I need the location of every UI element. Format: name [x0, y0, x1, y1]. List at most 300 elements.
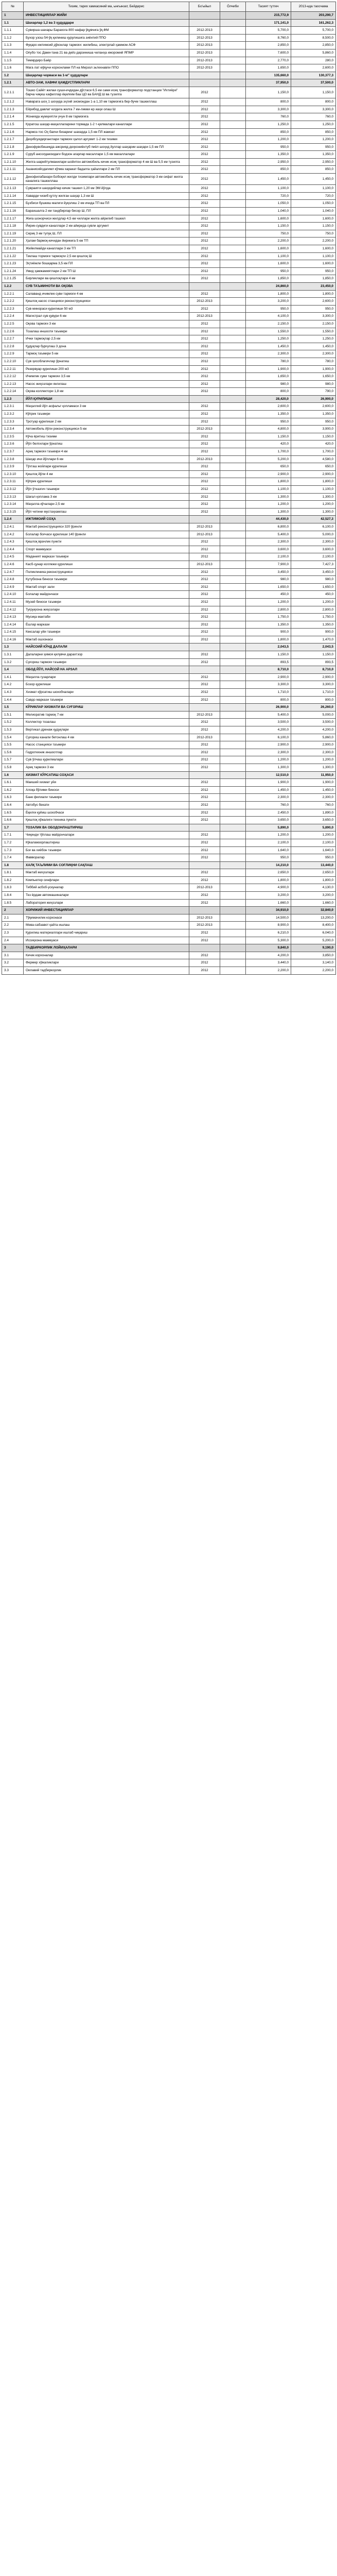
cell-number: 1.6.6	[2, 817, 24, 824]
cell-unit	[220, 143, 246, 151]
cell-forecast: 1,050,0	[291, 200, 336, 208]
cell-number: 1.2.1.5	[2, 121, 24, 128]
cell-number: 1.8.3	[2, 884, 24, 892]
cell-planned: 1,200,0	[246, 756, 291, 764]
cell-name: Савдо маркази таъмири	[24, 696, 189, 704]
cell-year: 2012	[189, 501, 220, 509]
cell-planned: 4,900,0	[246, 884, 291, 892]
cell-year: 2012	[189, 418, 220, 426]
cell-number: 1.2.1.3	[2, 106, 24, 113]
cell-unit	[220, 174, 246, 185]
cell-name: Денофилабахари Бобоқил жилди тизимлари автомобиль кичик исиқ трансформатор 3 км сифат жилга каналига ташкиллаш	[24, 174, 189, 185]
cell-year: 2012	[189, 230, 220, 238]
cell-year: 2012	[189, 403, 220, 411]
cell-number: 1.2.4.10	[2, 591, 24, 599]
cell-planned: 37,950,0	[246, 79, 291, 87]
cell-name: Тўхташ жойлари қурилиши	[24, 463, 189, 471]
cell-forecast: 1,300,0	[291, 764, 336, 771]
cell-name: Фуқаро ижтимоий дўконлар тармоғи: жилибиш, электрлай ҳаммом АСФ	[24, 42, 189, 49]
cell-unit	[220, 832, 246, 839]
cell-unit	[220, 260, 246, 268]
cell-unit	[220, 267, 246, 275]
cell-name: Ёқилғи қуйиш шохобчаси	[24, 809, 189, 817]
cell-unit	[220, 49, 246, 57]
cell-forecast: 5,700,0	[291, 27, 336, 35]
cell-forecast: 5,860,0	[291, 49, 336, 57]
cell-unit	[220, 411, 246, 418]
cell-year: 2012	[189, 113, 220, 121]
cell-name: Деҳибсуидирганглари тармоғи ҳалол аргумит 1-2 км тизими	[24, 136, 189, 144]
cell-forecast: 950,0	[291, 143, 336, 151]
cell-forecast: 1,550,0	[291, 328, 336, 335]
cell-year: 2012	[189, 252, 220, 260]
cell-planned: 3,200,0	[246, 298, 291, 306]
table-row	[2, 174, 336, 185]
cell-unit	[220, 711, 246, 719]
table-row	[2, 290, 336, 298]
cell-number: 3.2	[2, 959, 24, 967]
cell-unit	[220, 801, 246, 809]
cell-number: 2.4	[2, 937, 24, 944]
cell-unit	[220, 440, 246, 448]
table-row	[2, 937, 336, 944]
table-row	[2, 426, 336, 433]
cell-unit	[220, 561, 246, 568]
cell-name: Гидротехник иншоотлар	[24, 749, 189, 756]
cell-forecast: 1,850,0	[291, 275, 336, 283]
cell-planned: 1,350,0	[246, 411, 291, 418]
cell-year: 2012	[189, 320, 220, 328]
cell-planned: 1,250,0	[246, 121, 291, 128]
cell-year: 2012	[189, 839, 220, 846]
cell-forecast: 1,250,0	[291, 335, 336, 343]
cell-planned: 1,150,0	[246, 87, 291, 98]
table-row	[2, 230, 336, 238]
cell-planned: 1,450,0	[246, 343, 291, 350]
cell-year: 2012-2013	[189, 426, 220, 433]
cell-unit	[220, 252, 246, 260]
cell-number: 1.2.4.7	[2, 568, 24, 576]
cell-unit	[220, 741, 246, 749]
cell-planned: 1,350,0	[246, 151, 291, 159]
cell-unit	[220, 245, 246, 253]
cell-forecast: 3,300,0	[291, 106, 336, 113]
cell-number: 1.2.4	[2, 516, 24, 523]
cell-name: Бирликлари ва қишлоқлари 4 км	[24, 275, 189, 283]
cell-number: 1.2.1.21	[2, 245, 24, 253]
cell-number: 1.4.3	[2, 689, 24, 697]
cell-planned: 1,800,0	[246, 290, 291, 298]
cell-planned: 1,750,0	[246, 614, 291, 621]
cell-year: 2012	[189, 185, 220, 193]
cell-name: Барахшалга 2 км тандбирлар бисор Ш, ПЛ	[24, 208, 189, 215]
cell-planned: 2,450,0	[246, 809, 291, 817]
cell-number: 1.2.3	[2, 395, 24, 403]
cell-planned: 1,900,0	[246, 779, 291, 787]
cell-forecast: 760,0	[291, 801, 336, 809]
cell-planned: 1,150,0	[246, 223, 291, 230]
table-row	[2, 553, 336, 561]
cell-forecast: 1,800,0	[291, 478, 336, 486]
cell-planned: 1,700,0	[246, 448, 291, 456]
table-row	[2, 869, 336, 877]
cell-number: 1.2.1.17	[2, 215, 24, 223]
cell-name: Мусиқа мактаби	[24, 614, 189, 621]
cell-year: 2012	[189, 493, 220, 501]
table-row	[2, 809, 336, 817]
cell-year: 2012	[189, 143, 220, 151]
table-row	[2, 531, 336, 538]
cell-planned: 8,900,0	[246, 922, 291, 929]
cell-unit	[220, 538, 246, 546]
cell-planned: 1,650,0	[246, 373, 291, 381]
cell-forecast: 3,500,0	[291, 719, 336, 726]
table-row	[2, 143, 336, 151]
cell-planned: 950,0	[246, 305, 291, 313]
cell-unit	[220, 426, 246, 433]
cell-forecast: 750,0	[291, 230, 336, 238]
table-row	[2, 689, 336, 697]
cell-planned: 800,0	[246, 98, 291, 106]
cell-name: Тозалаш иншооти таъмири	[24, 328, 189, 335]
cell-name: Наварага шоҳ 1 шоҳида эҳлий зисмондан 1-а 1,10 км тармоғига бер-бучм ташкиллаш	[24, 98, 189, 106]
cell-year: 2012	[189, 343, 220, 350]
cell-number: 1.2.1.9	[2, 151, 24, 159]
cell-unit	[220, 643, 246, 651]
cell-planned: 5,200,0	[246, 455, 291, 463]
cell-unit	[220, 568, 246, 576]
table-row	[2, 166, 336, 174]
cell-forecast: 26,900,0	[291, 395, 336, 403]
cell-unit	[220, 470, 246, 478]
cell-unit	[220, 719, 246, 726]
cell-unit	[220, 200, 246, 208]
cell-name: Қишлоқ йўли 4 км	[24, 470, 189, 478]
cell-number: 1.2.2	[2, 282, 24, 290]
cell-year: 2012	[189, 967, 220, 975]
cell-planned: 14,500,0	[246, 914, 291, 922]
cell-number: 2	[2, 907, 24, 914]
cell-planned: 893,5	[246, 658, 291, 666]
table-row	[2, 658, 336, 666]
cell-year: 2012-2013	[189, 27, 220, 35]
cell-number: 1.2.3.15	[2, 508, 24, 516]
cell-year: 2012	[189, 629, 220, 636]
cell-unit	[220, 463, 246, 471]
cell-forecast: 26,260,0	[291, 704, 336, 711]
cell-number: 1.5.8	[2, 764, 24, 771]
cell-year	[189, 771, 220, 779]
cell-year	[189, 395, 220, 403]
cell-name: ХАЛҚ ТАЪЛИМИ ВА СОҒЛИҚНИ САҚЛАШ	[24, 861, 189, 869]
cell-planned: 3,450,0	[246, 568, 291, 576]
cell-name: Магистрал сув қувури 6 км	[24, 313, 189, 320]
cell-unit	[220, 606, 246, 614]
cell-unit	[220, 673, 246, 681]
cell-year: 2012	[189, 335, 220, 343]
cell-forecast: 9,190,0	[291, 944, 336, 952]
cell-unit	[220, 734, 246, 741]
cell-name: Алоқа бўлими биноси	[24, 786, 189, 794]
cell-forecast: 1,200,0	[291, 598, 336, 606]
cell-forecast: 161,262,3	[291, 19, 336, 27]
cell-forecast: 1,300,0	[291, 508, 336, 516]
cell-unit	[220, 929, 246, 937]
cell-name: Оқова коллектори 1,8 км	[24, 388, 189, 396]
table-row	[2, 643, 336, 651]
cell-number: 1.2.4.2	[2, 531, 24, 538]
cell-name: АВТО-ЗАМ, ХАВФИ ҲАМДУСТЛИКЛАРИ	[24, 79, 189, 87]
cell-planned: 900,0	[246, 629, 291, 636]
cell-number: 1.2.4.9	[2, 583, 24, 591]
cell-planned: 1,660,0	[246, 899, 291, 907]
table-row	[2, 411, 336, 418]
cell-name: Кексалар уйи таъмири	[24, 629, 189, 636]
cell-forecast: 980,0	[291, 576, 336, 584]
cell-planned: 4,200,0	[246, 952, 291, 959]
cell-unit	[220, 223, 246, 230]
cell-forecast: 2,600,0	[291, 403, 336, 411]
cell-number: 1.2.1.23	[2, 260, 24, 268]
table-row	[2, 350, 336, 358]
cell-year: 2012	[189, 470, 220, 478]
cell-name: Шаҳарлар чорваси ва 1-м" ҳудудлари	[24, 72, 189, 79]
cell-number: 1.7.3	[2, 846, 24, 854]
table-row	[2, 478, 336, 486]
table-row	[2, 673, 336, 681]
cell-name: Мактаб ошхонаси	[24, 636, 189, 643]
header-number: №	[2, 2, 24, 12]
cell-unit	[220, 899, 246, 907]
cell-number: 1.2.4.3	[2, 538, 24, 546]
cell-year: 2012	[189, 192, 220, 200]
cell-planned: 450,0	[246, 591, 291, 599]
cell-planned: 760,0	[246, 113, 291, 121]
cell-unit	[220, 779, 246, 787]
cell-year: 2012	[189, 937, 220, 944]
cell-name: Тармоқ таъмири 5 км	[24, 350, 189, 358]
cell-unit	[220, 27, 246, 35]
cell-forecast: 1,900,0	[291, 365, 336, 373]
cell-number: 1.2.2.6	[2, 328, 24, 335]
cell-planned: 5,700,0	[246, 27, 291, 35]
cell-forecast: 800,0	[291, 98, 336, 106]
cell-forecast: 1,470,0	[291, 636, 336, 643]
table-row	[2, 832, 336, 839]
cell-year	[189, 12, 220, 20]
cell-forecast: 2,300,0	[291, 350, 336, 358]
cell-name: Суғориш канали бетонлаш 4 км	[24, 734, 189, 741]
cell-forecast: 4,580,0	[291, 455, 336, 463]
cell-forecast: 1,600,0	[291, 260, 336, 268]
cell-number: 1.3	[2, 643, 24, 651]
cell-forecast: 13,200,0	[291, 914, 336, 922]
cell-name: Фермер хўжаликлари	[24, 959, 189, 967]
table-row	[2, 944, 336, 952]
cell-name: Йўл белгилари ўрнатиш	[24, 440, 189, 448]
cell-planned: 950,0	[246, 267, 291, 275]
cell-forecast: 1,200,0	[291, 136, 336, 144]
cell-year: 2012	[189, 673, 220, 681]
cell-planned: 2,900,0	[246, 470, 291, 478]
cell-planned: 2,200,0	[246, 967, 291, 975]
cell-number: 1.2.3.5	[2, 433, 24, 440]
table-row	[2, 463, 336, 471]
cell-number: 1.2.3.9	[2, 463, 24, 471]
cell-name: Сув ҳисоблагичлар ўрнатиш	[24, 358, 189, 365]
cell-forecast: 900,0	[291, 629, 336, 636]
table-row	[2, 516, 336, 523]
cell-unit	[220, 869, 246, 877]
cell-name: Кутубхона биноси таъмири	[24, 576, 189, 584]
cell-name: Мактаб жиҳозлари	[24, 869, 189, 877]
cell-unit	[220, 305, 246, 313]
cell-number: 1.2.2.3	[2, 305, 24, 313]
cell-number: 1.2.2.2	[2, 298, 24, 306]
cell-forecast: 2,043,5	[291, 643, 336, 651]
cell-forecast: 13,440,0	[291, 861, 336, 869]
cell-planned: 4,200,0	[246, 726, 291, 734]
cell-forecast: 2,600,0	[291, 298, 336, 306]
table-row	[2, 929, 336, 937]
cell-planned: 800,0	[246, 388, 291, 396]
table-row	[2, 365, 336, 373]
cell-year: 2012	[189, 658, 220, 666]
cell-forecast: 2,800,0	[291, 606, 336, 614]
cell-number: 1.2.1.15	[2, 200, 24, 208]
cell-name: Сувирша шахары Барахога 800 нафар ўқувчига ўқ.ФМ	[24, 27, 189, 35]
table-row	[2, 922, 336, 929]
cell-year: 2012	[189, 764, 220, 771]
cell-forecast: 1,800,0	[291, 290, 336, 298]
cell-unit	[220, 726, 246, 734]
cell-forecast: 8,500,0	[291, 34, 336, 42]
cell-unit	[220, 328, 246, 335]
cell-name: Маданият маркази таъмири	[24, 553, 189, 561]
cell-number: 1.3.1	[2, 651, 24, 659]
cell-unit	[220, 824, 246, 832]
cell-number: 1.1.3	[2, 42, 24, 49]
cell-number: 1.8.5	[2, 899, 24, 907]
cell-year: 2012	[189, 365, 220, 373]
cell-number: 2.2	[2, 922, 24, 929]
table-row	[2, 192, 336, 200]
cell-forecast: 7,427,3	[291, 561, 336, 568]
cell-year: 2012	[189, 636, 220, 643]
cell-name: ХИЗМАТ КЎРСАТИШ СОҲАСИ	[24, 771, 189, 779]
cell-number: 1.2.4.12	[2, 606, 24, 614]
cell-name: Ҳалам бармоқ-кичидан йирикига 5 км ТП	[24, 238, 189, 245]
table-row	[2, 636, 336, 643]
cell-name: Умид ҳамжамиятлари 2 км ТП Ш	[24, 267, 189, 275]
table-row	[2, 568, 336, 576]
cell-unit	[220, 583, 246, 591]
cell-unit	[220, 215, 246, 223]
cell-forecast: 893,5	[291, 658, 336, 666]
cell-year: 2012	[189, 726, 220, 734]
cell-unit	[220, 34, 246, 42]
cell-number: 1.2.1.11	[2, 166, 24, 174]
cell-name: Вертикал дренаж қудуқлари	[24, 726, 189, 734]
cell-planned: 1,450,0	[246, 786, 291, 794]
cell-planned: 1,050,0	[246, 200, 291, 208]
table-row	[2, 493, 336, 501]
cell-planned: 1,850,0	[246, 275, 291, 283]
cell-planned: 2,900,0	[246, 673, 291, 681]
cell-forecast: 2,100,0	[291, 839, 336, 846]
cell-unit	[220, 704, 246, 711]
cell-year: 2012	[189, 952, 220, 959]
cell-unit	[220, 350, 246, 358]
cell-unit	[220, 523, 246, 531]
cell-forecast: 950,0	[291, 854, 336, 862]
cell-unit	[220, 395, 246, 403]
cell-unit	[220, 373, 246, 381]
cell-number: 1.2.2.14	[2, 388, 24, 396]
table-row	[2, 861, 336, 869]
cell-unit	[220, 158, 246, 166]
cell-number: 1.2.1.12	[2, 174, 24, 185]
cell-unit	[220, 952, 246, 959]
cell-name: Кўприк таъмири	[24, 411, 189, 418]
cell-unit	[220, 846, 246, 854]
cell-unit	[220, 681, 246, 689]
cell-number: 1.2.3.11	[2, 478, 24, 486]
cell-unit	[220, 794, 246, 802]
header-year: Бо'ыйыл	[189, 2, 220, 12]
cell-unit	[220, 861, 246, 869]
cell-unit	[220, 298, 246, 306]
cell-name: Салаванд ичимлик суви тармоғи 4 км	[24, 290, 189, 298]
cell-year: 2012-2013	[189, 561, 220, 568]
table-row	[2, 538, 336, 546]
table-row	[2, 899, 336, 907]
cell-year: 2012	[189, 223, 220, 230]
cell-planned: 1,650,0	[246, 64, 291, 72]
cell-planned: 3,200,0	[246, 892, 291, 900]
cell-forecast: 2,150,0	[291, 320, 336, 328]
cell-planned: 2,600,0	[246, 403, 291, 411]
cell-planned: 8,710,0	[246, 666, 291, 674]
cell-year: 2012	[189, 486, 220, 494]
cell-name: НАЙСОИЙ КЎНД ДАЛАЛИ	[24, 643, 189, 651]
header-unit: Ӧлчиби	[220, 2, 246, 12]
cell-year: 2012	[189, 238, 220, 245]
cell-number: 1.2.1.19	[2, 230, 24, 238]
cell-planned: 1,300,0	[246, 764, 291, 771]
cell-year: 2012-2013	[189, 734, 220, 741]
cell-forecast: 1,450,0	[291, 786, 336, 794]
cell-number: 1.5.5	[2, 741, 24, 749]
cell-forecast: 1,660,0	[291, 899, 336, 907]
cell-forecast: 1,150,0	[291, 433, 336, 440]
table-row	[2, 576, 336, 584]
cell-year: 2012	[189, 174, 220, 185]
cell-name: Қишлоқ хўжалиги техника пункти	[24, 817, 189, 824]
cell-year: 2012	[189, 538, 220, 546]
cell-year	[189, 824, 220, 832]
cell-forecast: 1,710,0	[291, 689, 336, 697]
cell-year: 2012-2013	[189, 298, 220, 306]
cell-year: 2012	[189, 854, 220, 862]
cell-year: 2012	[189, 606, 220, 614]
cell-number: 1.6.3	[2, 794, 24, 802]
cell-forecast: 850,0	[291, 166, 336, 174]
cell-forecast: 8,710,0	[291, 666, 336, 674]
cell-planned: 850,0	[246, 166, 291, 174]
cell-name: Йўл четини мустаҳкамлаш	[24, 508, 189, 516]
cell-forecast: 2,600,0	[291, 64, 336, 72]
